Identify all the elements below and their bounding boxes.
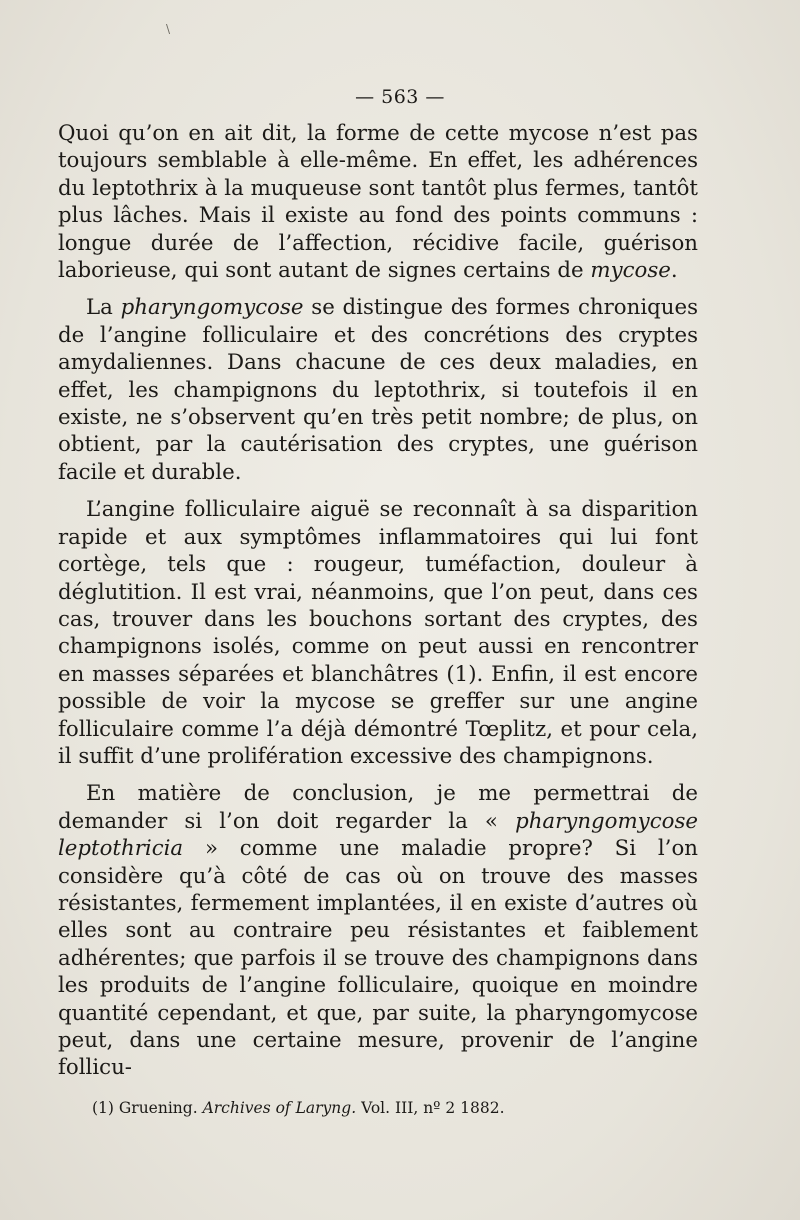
page-number: — 563 — [355,86,445,108]
text-run: se distingue des formes chroniques de l’angine folliculaire et des concrétions des cryptes amydaliennes. Dans chacune de ces deux maladies, en effet, les champignons du leptothrix, si toutefois il en existe, ne s’observent qu’en très petit nombre; de plus, on obtient, par la cautérisation des cryptes, une guérison facile et durable. [58,295,699,485]
text-run: Quoi qu’on en ait dit, la forme de cette mycose n’est pas toujours semblable à elle-même. En effet, les adhérences du leptothrix à la muqueuse sont tantôt plus fermes, tantôt plus lâches. Mais il existe au fond des points communs : longue durée de l’affection, récidive facile, guérison laborieuse, qui sont autant de signes certains de [58,121,698,284]
body-text [58,120,698,1092]
footnote-author: Gruening. [118,1099,198,1117]
italic-term: pharyngomycose [120,295,304,321]
paragraph-2 [58,294,698,486]
italic-term: pharyngomycose leptothricia [58,808,698,862]
paragraph-3 [58,496,698,770]
text-run: La [86,295,121,321]
footnote-details: Vol. III, nº 2 1882. [361,1099,505,1117]
text-run: » comme une maladie propre? Si l’on considère qu’à côté de cas où on trouve des masses résistantes, fermement implantées, il en existe d’autres où elles sont au contraire peu résistantes et faiblement adhérentes; que parfois il se trouve des champignons dans les produits de l’angine folliculaire, quoique en moindre quantité cependant, et que, par suite, la pharyngomycose peut, dans une certaine mesure, provenir de l’angine follicu- [58,836,698,1081]
paragraph-1 [58,120,698,284]
text-run: . [670,258,678,284]
footnote [92,1098,712,1118]
text-run: En matière de conclusion, je me permettrai de demander si l’on doit regarder la « [58,781,698,834]
text-run: L’angine folliculaire aiguë se reconnaît à sa disparition rapide et aux symptômes inflammatoires qui lui font cortège, tels que : rougeur, tuméfaction, douleur à déglutition. Il est vrai, néanmoins, que l’on peut, dans ces cas, trouver dans les bouchons sortant des cryptes, des champignons isolés, comme on peut aussi en rencontrer en masses séparées et blanchâtres (1). Enfin, il est encore possible de voir la mycose se greffer sur une angine folliculaire comme l’a déjà démontré Tœplitz, et pour cela, il suffit d’une prolifération excessive des champignons. [58,497,698,769]
footnote-number: (1) [92,1099,114,1117]
paragraph-4 [58,780,698,1081]
ink-speck: \ [166,22,171,36]
italic-term: mycose [590,258,671,284]
footnote-journal: Archives of Laryng. [202,1099,357,1117]
